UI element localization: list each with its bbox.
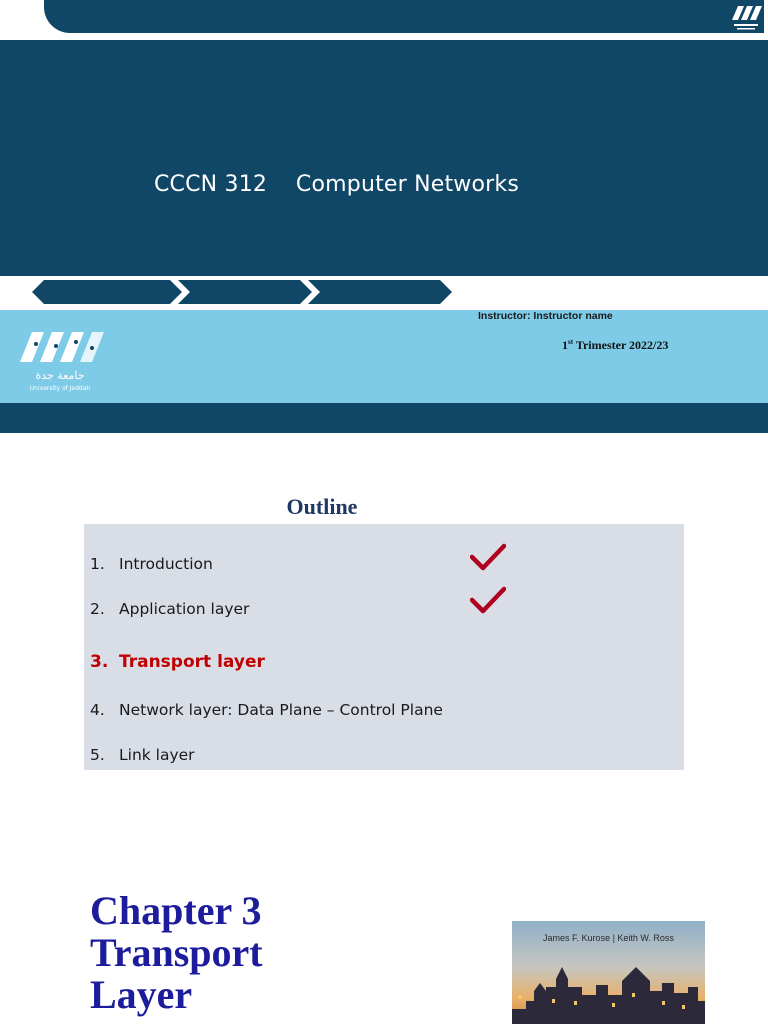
outline-item-3-current: 3. Transport layer xyxy=(90,652,265,672)
chapter-title xyxy=(90,890,263,1016)
checkmark-icon xyxy=(470,586,506,616)
decorative-stripes xyxy=(0,268,768,316)
title-slide xyxy=(0,0,768,433)
info-band xyxy=(0,310,768,403)
title-band xyxy=(0,40,768,276)
course-title xyxy=(154,172,519,197)
chapter-title-line-2: Transport xyxy=(90,930,263,975)
book-cover-image xyxy=(512,921,705,1024)
university-logo-small xyxy=(728,2,764,32)
outline-item-4: 4. Network layer: Data Plane – Control Plane xyxy=(90,701,443,719)
course-code: CCCN 312 xyxy=(154,172,268,197)
header-bar xyxy=(44,0,764,33)
book-authors: James F. Kurose | Keith W. Ross xyxy=(543,933,674,943)
instructor-label: Instructor: Instructor name xyxy=(478,310,613,322)
university-name-arabic: جامعة جدة xyxy=(35,369,85,382)
trimester-label: 1st Trimester 2022/23 xyxy=(562,338,669,352)
outline-title: Outline xyxy=(286,494,358,519)
outline-item-1: 1. Introduction xyxy=(90,555,213,573)
chapter-title-line-1: Chapter 3 xyxy=(90,888,262,933)
footer-band xyxy=(0,403,768,433)
checkmark-icon xyxy=(470,543,506,573)
university-logo xyxy=(14,322,106,394)
outline-item-5: 5. Link layer xyxy=(90,746,195,764)
chapter-title-line-3: Layer xyxy=(90,972,193,1017)
outline-item-2: 2. Application layer xyxy=(90,600,250,618)
university-name-english: University of Jeddah xyxy=(29,385,91,392)
course-name: Computer Networks xyxy=(295,172,519,197)
